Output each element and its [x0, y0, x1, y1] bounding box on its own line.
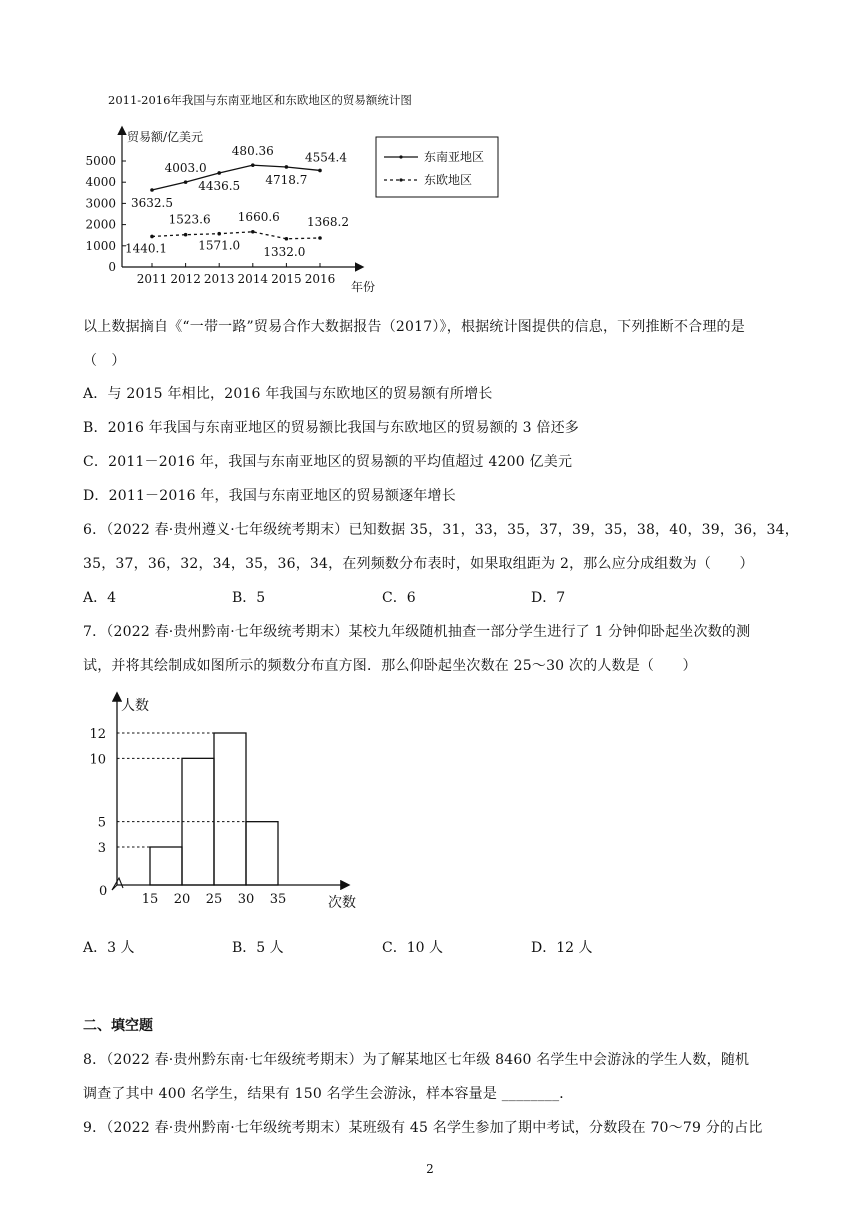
q5-option-a: A．与 2015 年相比，2016 年我国与东欧地区的贸易额有所增长 [83, 386, 493, 402]
q7-option-d: D．12 人 [531, 940, 593, 956]
chart2-y-tick-label: 12 [89, 727, 106, 742]
chart1-x-tick-label: 2014 [237, 272, 269, 286]
chart1-data-point [285, 237, 289, 241]
chart1-data-point [251, 230, 255, 234]
chart1-data-label-ee: 1440.1 [125, 241, 167, 256]
chart1-x-tick-label: 2015 [271, 272, 302, 286]
chart1-data-point [217, 171, 221, 175]
chart1-data-label-ee: 1368.2 [307, 214, 349, 229]
chart1-y-tick-label: 1000 [85, 238, 116, 253]
chart1-x-label: 年份 [351, 280, 376, 294]
chart1-y-tick-label: 4000 [85, 175, 116, 190]
legend-ee-label: 东欧地区 [424, 173, 473, 187]
trade-line-chart [0, 0, 860, 300]
chart1-data-label-sea: 3632.5 [131, 195, 173, 210]
chart1-data-label-sea: 4003.0 [164, 161, 207, 176]
chart2-y-label: 人数 [121, 698, 149, 714]
chart1-data-label-sea: 4718.7 [265, 172, 308, 187]
q6-option-c: C．6 [382, 590, 416, 606]
legend-sea-label: 东南亚地区 [424, 150, 485, 164]
chart1-data-point [318, 169, 322, 173]
chart1-data-point [285, 165, 289, 169]
chart1-data-point [184, 180, 188, 184]
chart2-x-tick-label: 30 [237, 892, 255, 907]
chart1-data-label-ee: 1523.6 [168, 212, 211, 227]
histogram-bar [214, 733, 246, 885]
histogram-bar [150, 847, 182, 885]
q6-option-a: A．4 [83, 590, 117, 606]
chart1-legend-box [376, 137, 498, 197]
chart2-x-tick-label: 20 [173, 892, 191, 907]
q8-stem-line2: 调查了其中 400 名学生，结果有 150 名学生会游泳，样本容量是 ________． [83, 1086, 574, 1102]
q5-option-b: B．2016 年我国与东南亚地区的贸易额比我国与东欧地区的贸易额的 3 倍还多 [83, 420, 579, 436]
q7-option-c: C．10 人 [382, 940, 443, 956]
chart1-data-label-ee: 1571.0 [198, 238, 241, 253]
chart1-data-point [217, 232, 221, 236]
chart1-data-label-sea: 4436.5 [198, 178, 241, 193]
chart1-data-point [150, 188, 154, 192]
legend-sea-marker [399, 155, 402, 158]
legend-ee-marker [399, 178, 402, 181]
section-title-fill-in: 二、填空题 [83, 1018, 153, 1034]
chart1-y-tick-label: 2000 [85, 217, 116, 232]
chart1-x-tick-label: 2016 [304, 272, 336, 286]
histogram-bar [246, 822, 278, 885]
chart1-data-point [318, 236, 322, 240]
q5-stem-line1: 以上数据摘自《“一带一路”贸易合作大数据报告（2017）》，根据统计图提供的信息，下列推断不合理的是 [83, 319, 745, 335]
chart2-origin-label: 0 [99, 884, 108, 899]
chart1-data-label-ee: 1332.0 [263, 244, 306, 259]
chart2-y-tick-label: 3 [97, 841, 106, 856]
q6-option-d: D．7 [531, 590, 566, 606]
q7-option-a: A．3 人 [83, 940, 135, 956]
chart1-data-label-sea: 480.36 [231, 144, 274, 159]
chart1-y-label: 贸易额/亿美元 [127, 130, 204, 144]
chart1-y-tick-label: 5000 [85, 154, 116, 168]
chart2-x-tick-label: 35 [269, 892, 287, 907]
chart2-x-tick-label: 25 [205, 892, 223, 907]
chart1-data-label-sea: 4554.4 [305, 150, 347, 165]
chart1-data-point [184, 233, 188, 237]
situp-histogram [0, 680, 860, 920]
chart2-y-tick-label: 5 [97, 815, 106, 831]
q7-option-b: B．5 人 [232, 940, 284, 956]
chart1-x-tick-label: 2012 [170, 272, 201, 286]
q8-stem-line1: 8．（2022 春·贵州黔东南·七年级统考期末）为了解某地区七年级 8460 名学生中会游泳的学生人数，随机 [83, 1052, 750, 1068]
chart2-x-label: 次数 [328, 895, 356, 911]
chart1-data-label-ee: 1660.6 [237, 209, 280, 224]
q7-stem-line1: 7．（2022 春·贵州黔南·七年级统考期末）某校九年级随机抽查一部分学生进行了 1 分钟仰卧起坐次数的测 [83, 624, 751, 640]
chart1-y-tick-label: 3000 [85, 196, 116, 211]
q6-stem-line1: 6．（2022 春·贵州遵义·七年级统考期末）已知数据 35，31，33，35，37，39，35，38，40，39，36，34， [83, 522, 799, 538]
chart1-y-tick-label: 0 [108, 260, 116, 274]
q5-option-d: D．2011－2016 年，我国与东南亚地区的贸易额逐年增长 [83, 488, 456, 504]
chart1-title: 2011-2016年我国与东南亚地区和东欧地区的贸易额统计图 [108, 93, 412, 107]
q5-option-c: C．2011－2016 年，我国与东南亚地区的贸易额的平均值超过 4200 亿美元 [83, 454, 573, 470]
chart1-data-point [150, 235, 154, 239]
chart2-y-tick-label: 10 [89, 752, 106, 768]
page-number: 2 [426, 1162, 434, 1176]
chart1-x-tick-label: 2011 [136, 272, 168, 286]
chart1-x-tick-label: 2013 [203, 272, 235, 286]
q6-stem-line2: 35，37，36，32，34，35，36，34，在列频数分布表时，如果取组距为 2，那么应分成组数为（ ） [83, 556, 754, 572]
chart2-x-tick-label: 15 [141, 892, 159, 907]
q6-option-b: B．5 [232, 590, 266, 606]
q9-stem-line1: 9．（2022 春·贵州黔南·七年级统考期末）某班级有 45 名学生参加了期中考试，分数段在 70～79 分的占比 [83, 1120, 763, 1136]
chart1-data-point [251, 163, 255, 167]
q7-stem-line2: 试，并将其绘制成如图所示的频数分布直方图．那么仰卧起坐次数在 25～30 次的人数是（ ） [83, 658, 697, 674]
q5-stem-line2: （ ） [83, 353, 126, 369]
